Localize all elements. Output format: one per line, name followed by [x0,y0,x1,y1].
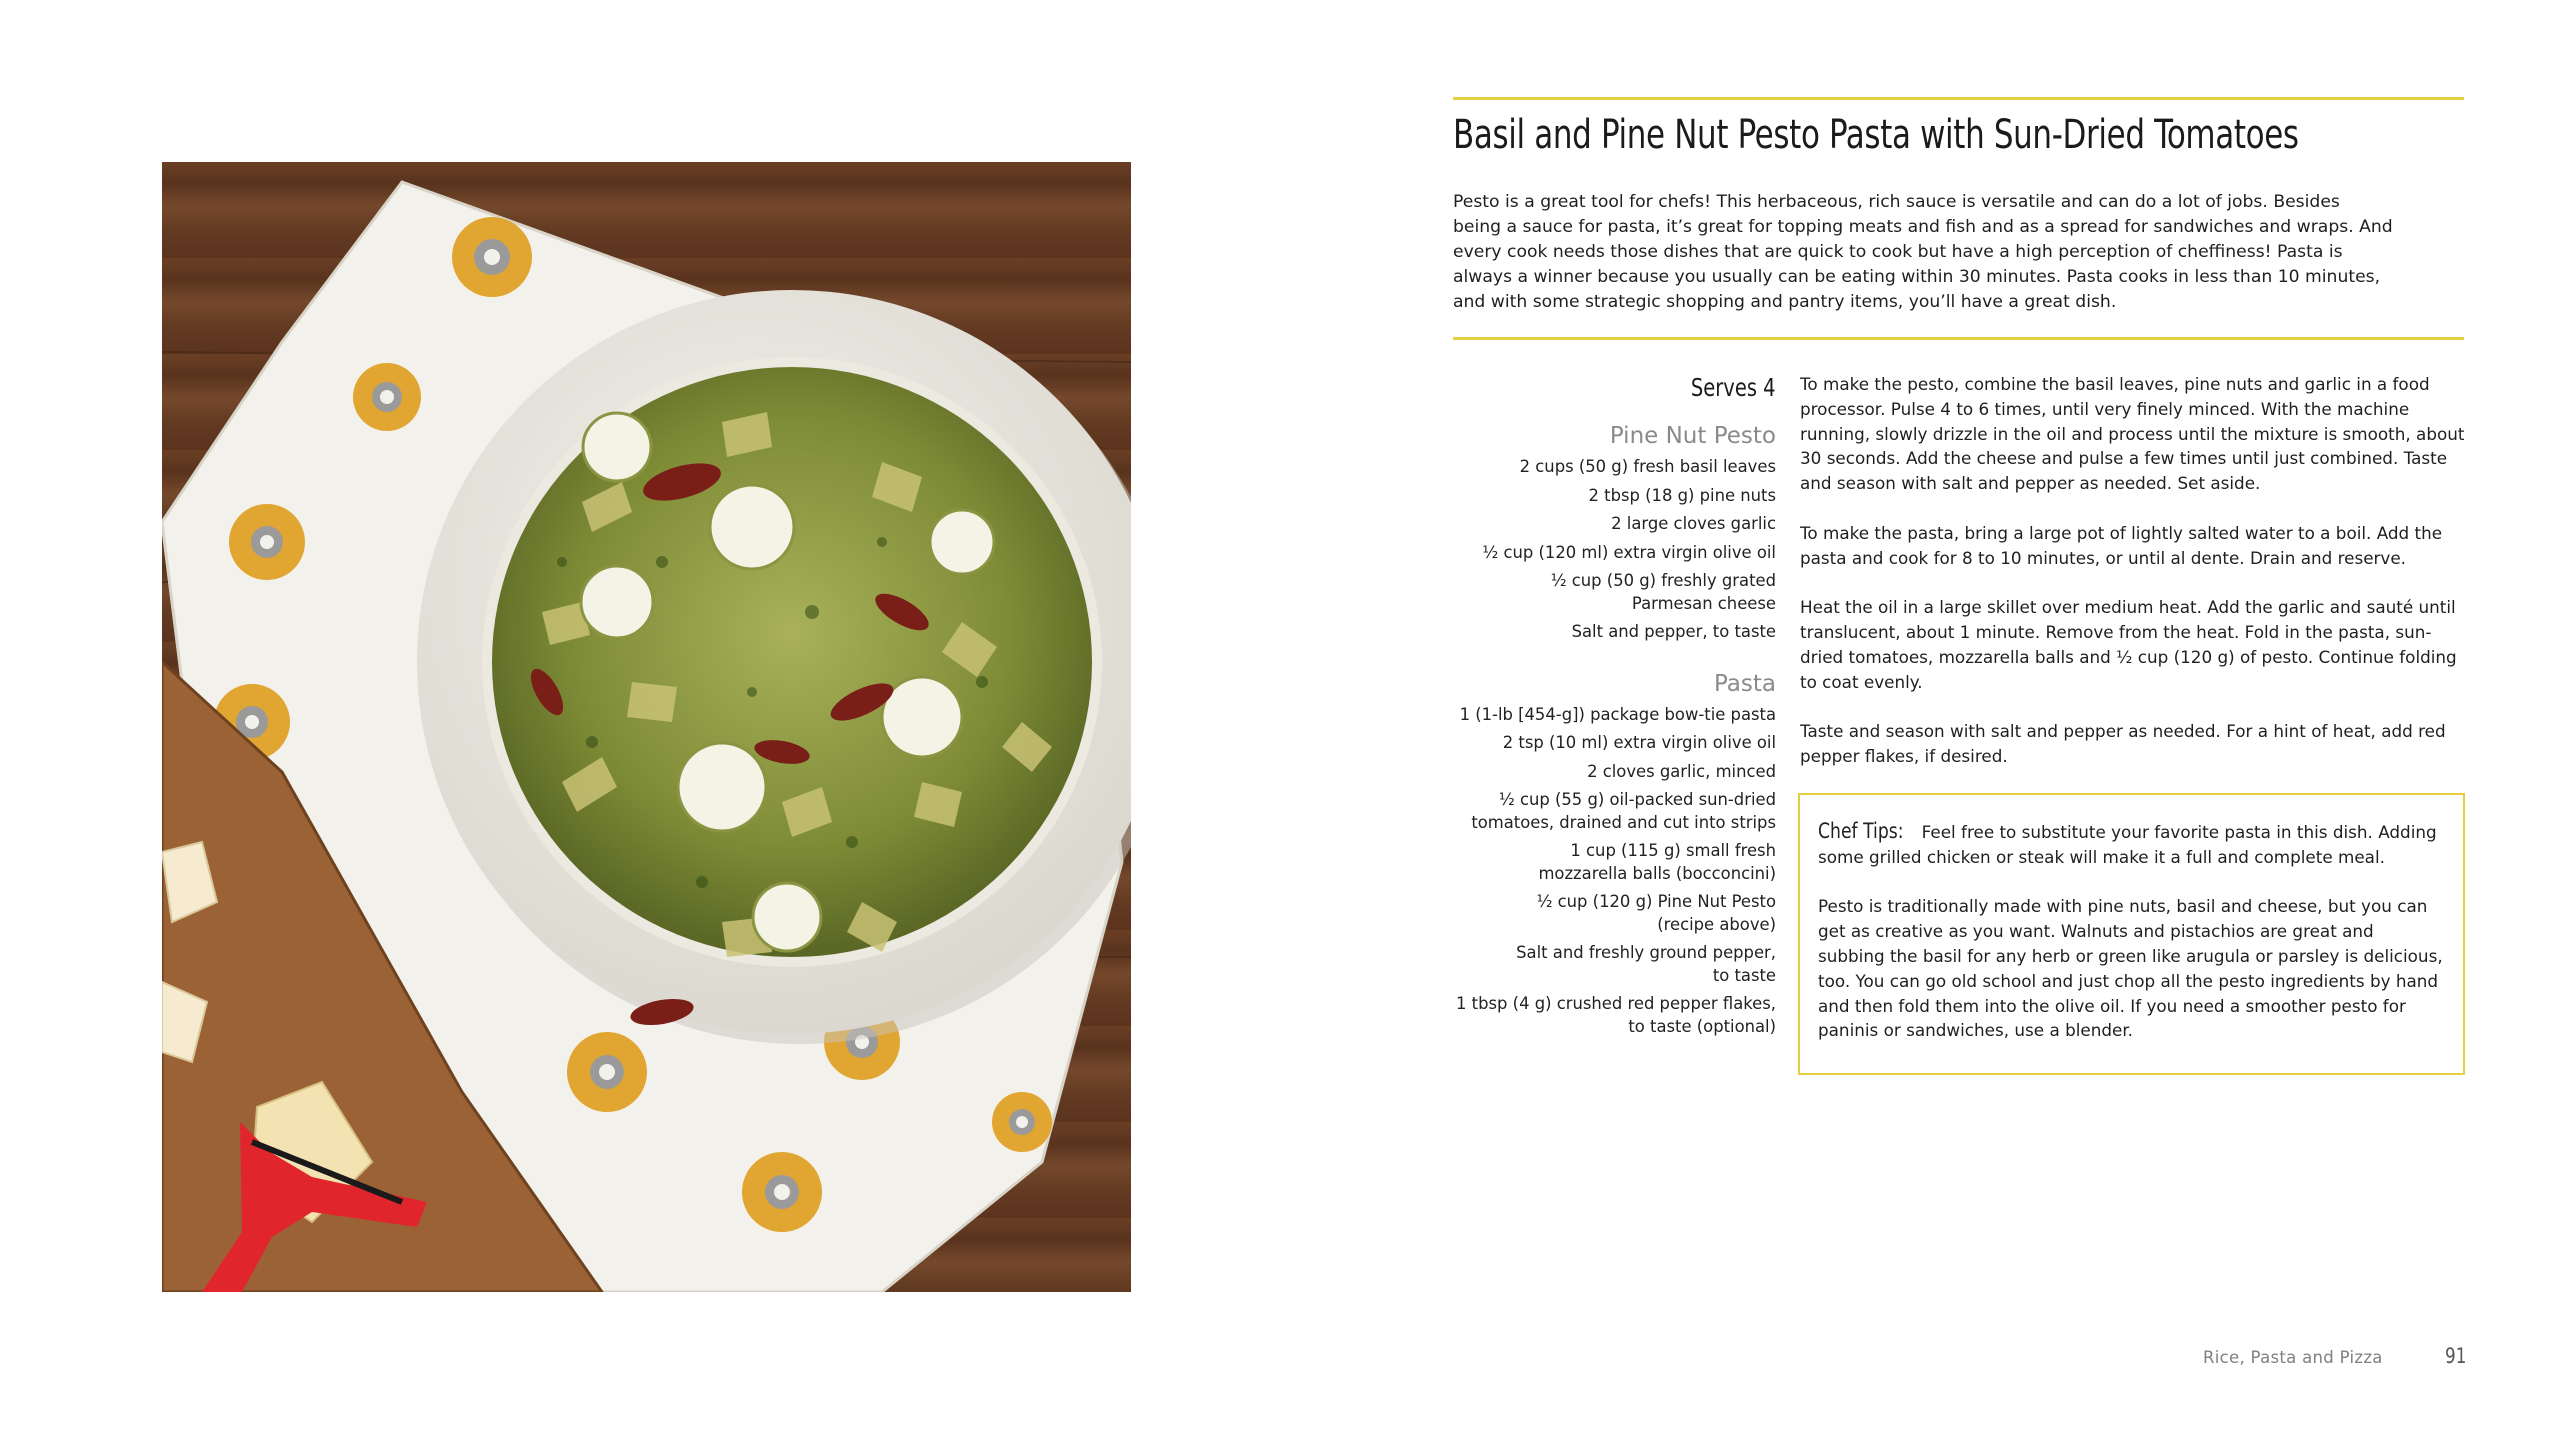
ingredient-item: 2 large cloves garlic [1611,514,1776,533]
pesto-pasta-illustration [162,162,1131,1292]
ingredient-item: 2 cups (50 g) fresh basil leaves [1519,457,1776,476]
chef-tips-box [1798,793,2465,1075]
ingredient-item: 1 cup (115 g) small fresh mozzarella balls (bocconcini) [1538,841,1776,883]
recipe-intro: Pesto is a great tool for chefs! This herbaceous, rich sauce is versatile and can do a lot of jobs. Besides being a sauce for pasta, it’s great for topping meats and fish and as a spread for sandwiches and wraps. And every cook needs those dishes that are quick to cook but have a high perception of cheffiness! Pasta is always a winner because you usually can be eating within 30 minutes. Pasta cooks in less than 10 minutes, and with some strategic shopping and pantry items, you’ll have a great dish. [1453,192,2393,312]
intro-bottom-rule [1453,337,2464,340]
footer-section-name: Rice, Pasta and Pizza [2203,1348,2383,1367]
ingredient-item: ½ cup (50 g) freshly grated Parmesan cheese [1550,571,1776,613]
recipe-title: Basil and Pine Nut Pesto Pasta with Sun-Dried Tomatoes [1453,112,2299,158]
ingredient-item: ½ cup (120 ml) extra virgin olive oil [1482,542,1776,562]
method-steps [1800,372,2465,794]
page-number: 91 [2445,1344,2467,1368]
ingredients-column [1380,372,1776,1038]
pesto-heading: Pine Nut Pesto [1609,423,1776,449]
ingredient-item: 2 tsp (10 ml) extra virgin olive oil [1502,733,1776,752]
ingredient-item: Salt and freshly ground pepper, to taste [1516,943,1776,985]
chef-tips-label: Chef Tips: [1818,819,1904,843]
method-step: Taste and season with salt and pepper as needed. For a hint of heat, add red pepper flakes, if desired. [1800,721,2446,766]
method-step: Heat the oil in a large skillet over medium heat. Add the garlic and sauté until translucent, about 1 minute. Remove from the heat. Fold in the pasta, sun-dried tomatoes, mozzarella balls and ½ cup (120 g) of pesto. Continue folding to coat evenly. [1800,597,2457,692]
ingredient-item: 2 tbsp (18 g) pine nuts [1588,485,1776,505]
title-top-rule [1453,97,2464,100]
pesto-pasta [492,367,1092,957]
ingredient-item: 1 tbsp (4 g) crushed red pepper flakes, to taste (optional) [1456,994,1776,1036]
ingredient-item: ½ cup (120 g) Pine Nut Pesto (recipe above) [1536,892,1776,934]
ingredient-item: 1 (1-lb [454-g]) package bow-tie pasta [1459,704,1776,724]
chef-tips-text: Feel free to substitute your favorite pasta in this dish. Adding some grilled chicken or steak will make it a full and complete meal. [1818,822,2437,867]
ingredient-item: 2 cloves garlic, minced [1587,761,1776,781]
method-step: To make the pasta, bring a large pot of lightly salted water to a boil. Add the pasta and cook for 8 to 10 minutes, or until al dente. Drain and reserve. [1800,522,2443,568]
chef-tips-paragraph [1818,819,2445,870]
recipe-photo [162,162,1131,1292]
pasta-heading: Pasta [1713,670,1776,697]
method-step: To make the pesto, combine the basil leaves, pine nuts and garlic in a food processor. Pulse 4 to 6 times, until very finely minced. With the machine running, slowly drizzle in the oil and process until the mixture is smooth, about 30 seconds. Add the cheese and pulse a few times until just combined. Taste and season with salt and pepper as needed. Set aside. [1800,374,2465,494]
ingredient-item: Salt and pepper, to taste [1571,622,1776,641]
ingredient-item: ½ cup (55 g) oil-packed sun-dried tomatoes, drained and cut into strips [1471,790,1776,832]
chef-tips-more: Pesto is traditionally made with pine nuts, basil and cheese, but you can get as creative as you want. Walnuts and pistachios are great and subbing the basil for any herb or green like arugula or parsley is delicious, too. You can go old school and just chop all the pesto ingredients by hand and then fold them into the olive oil. If you need a smoother pesto for paninis or sandwiches, use a blender. [1818,896,2443,1041]
serves-label: Serves 4 [1691,373,1776,402]
